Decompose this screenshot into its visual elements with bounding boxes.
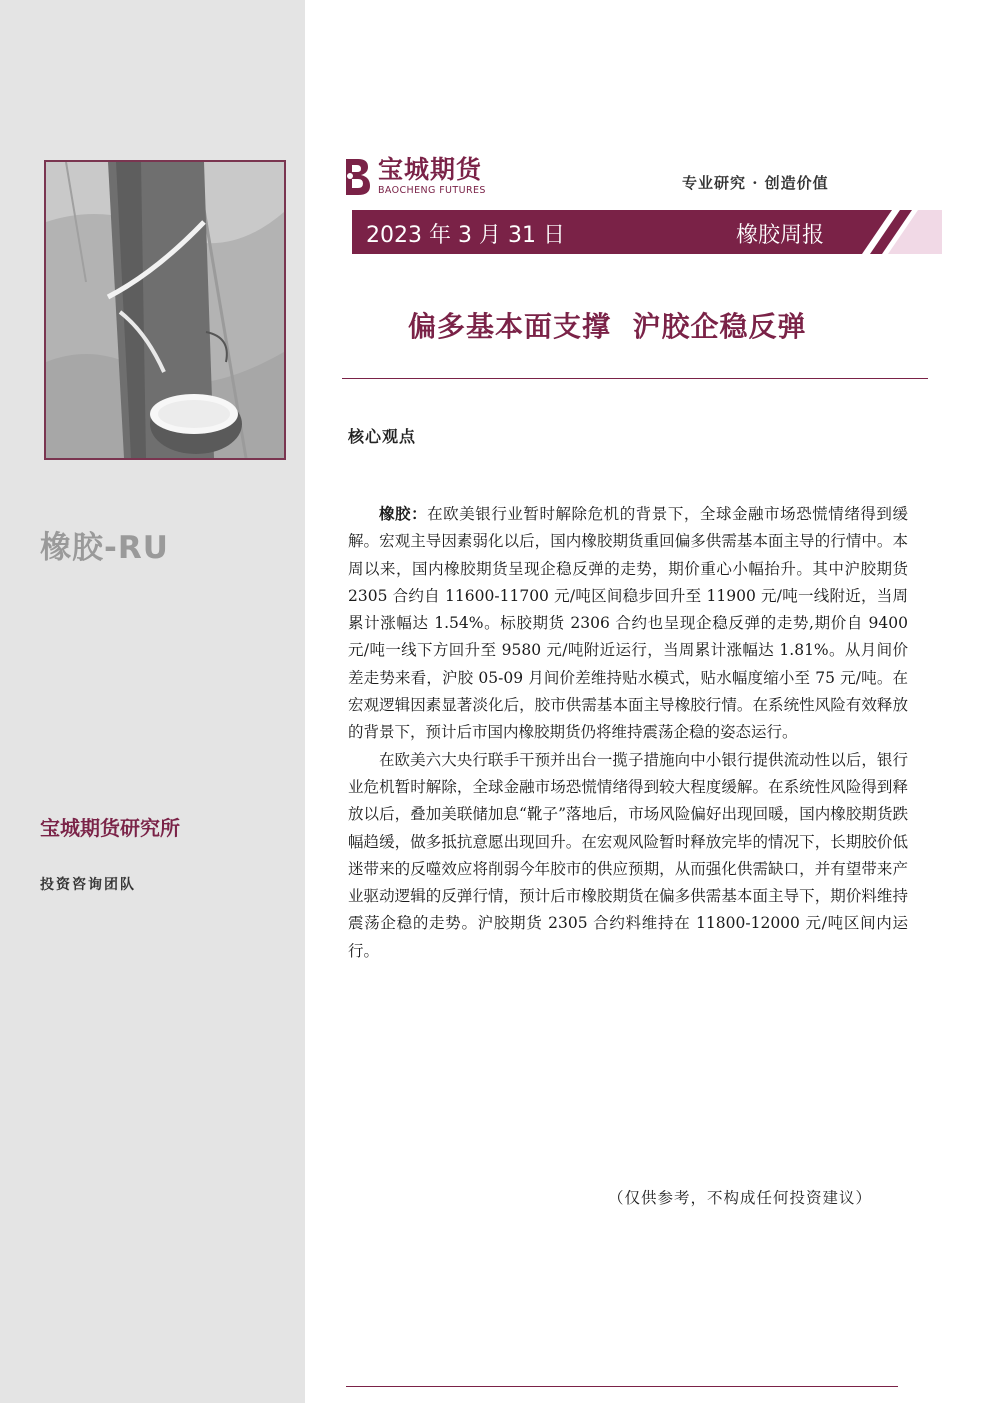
logo-chinese-name: 宝城期货 xyxy=(378,155,483,184)
report-date: 2023 年 3 月 31 日 xyxy=(366,223,565,248)
company-logo xyxy=(342,155,507,200)
team-label: 投资咨询团队 xyxy=(40,877,136,893)
paragraph-1 xyxy=(348,500,908,747)
report-body xyxy=(348,500,908,965)
paragraph-2: 在欧美六大央行联手干预并出台一揽子措施向中小银行提供流动性以后，银行业危机暂时解除，全球金融市场恐慌情绪得到较大程度缓解。在系统性风险得到释放以后，叠加美联储加息“靴子”落地后，市场风险偏好出现回暖，国内橡胶期货跌幅趋缓，做多抵抗意愿出现回升。在宏观风险暂时释放完毕的情况下，长期胶价低迷带来的反噬效应将削弱今年胶市的供应预期，从而强化供需缺口，并有望带来产业驱动逻辑的反弹行情，预计后市橡胶期货在偏多供需基本面主导下，期价料维持震荡企稳的走势。沪胶期货 2305 合约料维持在 11800-12000 元/吨区间内运行。 xyxy=(348,750,908,960)
page-title: 偏多基本面支撑 沪胶企稳反弹 xyxy=(408,310,807,343)
cover-photo xyxy=(44,160,286,460)
disclaimer: （仅供参考，不构成任何投资建议） xyxy=(608,1189,873,1207)
rubber-tree-image xyxy=(46,162,284,458)
section-heading: 核心观点 xyxy=(348,427,417,446)
date-banner xyxy=(352,210,942,254)
title-divider xyxy=(342,378,928,379)
research-institute-label: 宝城期货研究所 xyxy=(40,816,180,840)
logo-b-icon xyxy=(342,155,372,199)
sidebar xyxy=(0,0,305,1403)
footer-divider xyxy=(346,1386,898,1387)
product-label: 橡胶-RU xyxy=(40,530,169,566)
logo-english-name: BAOCHENG FUTURES xyxy=(378,185,486,196)
paragraph-lead: 橡胶： xyxy=(379,504,428,523)
slogan: 专业研究 · 创造价值 xyxy=(682,174,829,192)
paragraph-1-text: 在欧美银行业暂时解除危机的背景下，全球金融市场恐慌情绪得到缓解。宏观主导因素弱化以后，国内橡胶期货重回偏多供需基本面主导的行情中。本周以来，国内橡胶期货呈现企稳反弹的走势，期价重心小幅抬升。其中沪胶期货 2305 合约自 11600-11700 元/吨区间稳步回升至 11900 元/吨一线附近，当周累计涨幅达 1.54%。标胶期货 2306 合约也呈现企稳反弹的走势,期价自 9400 元/吨一线下方回升至 9580 元/吨附近运行，当周累计涨幅达 1.81%。从月间价差走势来看，沪胶 05-09 月间价差维持贴水模式，贴水幅度缩小至 75 元/吨。在宏观逻辑因素显著淡化后，胶市供需基本面主导橡胶行情。在系统性风险有效释放的背景下，预计后市国内橡胶期货仍将维持震荡企稳的姿态运行。 xyxy=(348,505,908,742)
report-type: 橡胶周报 xyxy=(736,223,825,248)
